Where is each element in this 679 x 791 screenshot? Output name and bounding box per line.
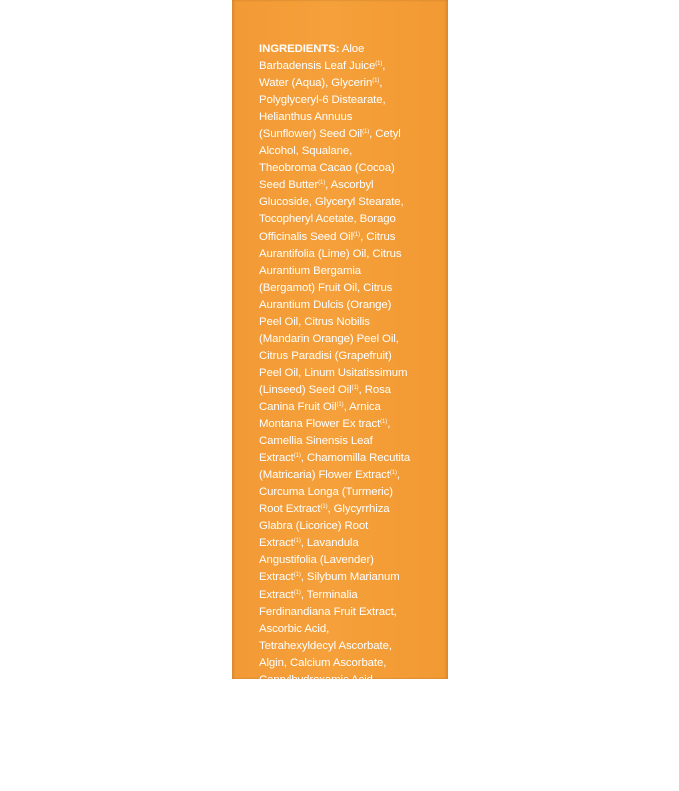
organic-marker: (1) — [320, 504, 328, 511]
organic-marker: (1) — [293, 453, 301, 460]
footnote-line — [259, 774, 445, 791]
ingredient-text: , — [379, 77, 383, 90]
ingredient-line — [259, 348, 445, 365]
ingredient-line — [259, 229, 445, 246]
ingredient-text: Polyglyceryl-6 Distearate, — [259, 94, 386, 107]
ingredient-text: Theobroma Cacao (Cocoa) — [259, 162, 395, 175]
ingredient-text: Ferdinandiana Fruit Extract, — [259, 605, 397, 618]
organic-marker: (1) — [375, 61, 383, 68]
footnote — [259, 757, 445, 791]
ingredient-text: Canina Fruit Oil — [259, 400, 337, 413]
organic-marker: (1) — [353, 231, 361, 238]
ingredient-text: , — [396, 469, 400, 482]
organic-marker: (1) — [372, 78, 380, 85]
ingredient-text: , Silybum Marianum — [300, 571, 400, 584]
ingredient-line — [259, 433, 445, 450]
ingredient-text: (Bergamot) Fruit Oil, Citrus — [259, 281, 393, 294]
ingredient-text: Citrus Paradisi (Grapefruit) — [259, 349, 392, 362]
ingredient-line — [259, 467, 445, 484]
ingredient-text: Caprylhydroxamic Acid, — [259, 673, 376, 686]
ingredient-text: (Sunflower) Seed Oil — [259, 128, 363, 141]
ingredient-text: Curcuma Longa (Turmeric) — [259, 486, 393, 499]
ingredient-text: Linalool. — [259, 741, 301, 754]
ingredient-text: , Arnica — [343, 400, 381, 413]
ingredient-text: Xanthan Gum, Limonene, — [259, 724, 387, 737]
ingredient-text: Helianthus Annuus — [259, 111, 353, 124]
ingredient-line — [259, 535, 445, 552]
ingredient-line — [259, 297, 445, 314]
ingredient-text: (Mandarin Orange) Peel Oil, — [259, 332, 399, 345]
ingredient-text: , Terminalia — [300, 588, 358, 601]
ingredient-text: Water (Aqua), Glycerin — [259, 77, 373, 90]
ingredient-text: (Linseed) Seed Oil — [259, 383, 352, 396]
ingredient-line — [259, 672, 445, 689]
ingredient-line — [259, 740, 445, 757]
organic-marker: (1) — [318, 180, 326, 187]
ingredient-line — [259, 382, 445, 399]
ingredient-line — [259, 706, 445, 723]
ingredient-line — [259, 569, 445, 586]
ingredient-text: Peel Oil, Citrus Nobilis — [259, 315, 370, 328]
ingredient-text: Barbadensis Leaf Juice — [259, 60, 376, 73]
ingredient-line — [259, 211, 445, 228]
ingredient-text: Extract — [259, 588, 294, 601]
ingredient-text: (Matricaria) Flower Extract — [259, 469, 390, 482]
ingredient-text: Officinalis Seed Oil — [259, 230, 354, 243]
ingredient-line — [259, 723, 445, 740]
ingredient-text: Camellia Sinensis Leaf — [259, 435, 373, 448]
ingredient-text: Glucoside, Glyceryl Stearate, — [259, 196, 404, 209]
ingredient-text: Tetrahexyldecyl Ascorbate, — [259, 639, 392, 652]
ingredient-line — [259, 177, 445, 194]
organic-marker: (1) — [259, 759, 267, 766]
ingredient-text: Aurantium Bergamia — [259, 264, 362, 277]
organic-marker: (1) — [293, 538, 301, 545]
ingredient-line — [259, 246, 445, 263]
organic-marker: (1) — [389, 470, 397, 477]
ingredient-line — [259, 399, 445, 416]
ingredient-text: Alcohol, Squalane, — [259, 145, 353, 158]
ingredient-line — [259, 587, 445, 604]
organic-marker: (1) — [362, 129, 370, 136]
ingredient-line — [259, 365, 445, 382]
ingredient-text: , Ascorbyl — [325, 179, 374, 192]
bold-text: Ingredient — [259, 776, 314, 789]
ingredient-text: , Lavandula — [300, 537, 359, 550]
ingredient-text: Glabra (Licorice) Root — [259, 520, 369, 533]
ingredient-line — [259, 160, 445, 177]
ingredient-text: Glycerin, Glyceryl Caprylate, — [259, 690, 401, 703]
ingredient-text: Seed Butter — [259, 179, 319, 192]
ingredient-line — [259, 484, 445, 501]
ingredient-text: Aloe — [339, 43, 365, 55]
ingredient-line — [259, 109, 445, 126]
ingredient-line — [259, 280, 445, 297]
ingredient-line — [259, 314, 445, 331]
ingredient-text: Extract — [259, 571, 294, 584]
ingredient-line — [259, 263, 445, 280]
ingredient-text: , Rosa — [358, 383, 391, 396]
ingredient-text: , Chamomilla Recutita — [300, 452, 411, 465]
ingredient-line — [259, 655, 445, 672]
ingredient-text: Angustifolia (Lavender) — [259, 554, 374, 567]
ingredient-line — [259, 552, 445, 569]
ingredient-text: Glyceryl Stearate Citrate, — [259, 707, 384, 720]
organic-marker: (1) — [336, 401, 344, 408]
organic-marker: (1) — [293, 589, 301, 596]
ingredient-text: , — [382, 60, 386, 73]
ingredient-text: , Cetyl — [369, 128, 401, 141]
ingredients-list — [259, 41, 445, 757]
ingredient-text: Tocopheryl Acetate, Borago — [259, 213, 396, 226]
ingredient-line — [259, 58, 445, 75]
ingredient-text: , Citrus — [360, 230, 396, 243]
ingredient-line — [259, 638, 445, 655]
ingredient-text: Algin, Calcium Ascorbate, — [259, 656, 387, 669]
ingredient-text: Extract — [259, 452, 294, 465]
organic-marker: (1) — [351, 384, 359, 391]
ingredient-line — [259, 41, 445, 58]
ingredient-text: Extract — [259, 537, 294, 550]
organic-marker: (1) — [380, 419, 388, 426]
ingredient-text: , — [387, 418, 391, 431]
ingredient-line — [259, 75, 445, 92]
ingredient-text: Aurantifolia (Lime) Oil, Citrus — [259, 247, 402, 260]
ingredient-text: Ascorbic Acid, — [259, 622, 330, 635]
bold-text: Certified Organic — [266, 758, 357, 771]
ingredient-line — [259, 92, 445, 109]
ingredient-line — [259, 450, 445, 467]
ingredient-line — [259, 331, 445, 348]
ingredient-line — [259, 518, 445, 535]
ingredient-line — [259, 689, 445, 706]
ingredient-line — [259, 621, 445, 638]
ingredient-text: , Glycyrrhiza — [327, 503, 390, 516]
bold-text: INGREDIENTS: — [259, 43, 340, 55]
ingredient-line — [259, 194, 445, 211]
ingredient-text: Peel Oil, Linum Usitatissimum — [259, 366, 408, 379]
ingredient-line — [259, 501, 445, 518]
organic-marker: (1) — [293, 572, 301, 579]
ingredient-line — [259, 126, 445, 143]
ingredient-line — [259, 143, 445, 160]
ingredient-text: Montana Flower Ex tract — [259, 418, 381, 431]
ingredient-line — [259, 416, 445, 433]
ingredient-text: Root Extract — [259, 503, 321, 516]
ingredient-line — [259, 604, 445, 621]
ingredient-text: Aurantium Dulcis (Orange) — [259, 298, 392, 311]
footnote-line — [259, 757, 445, 774]
